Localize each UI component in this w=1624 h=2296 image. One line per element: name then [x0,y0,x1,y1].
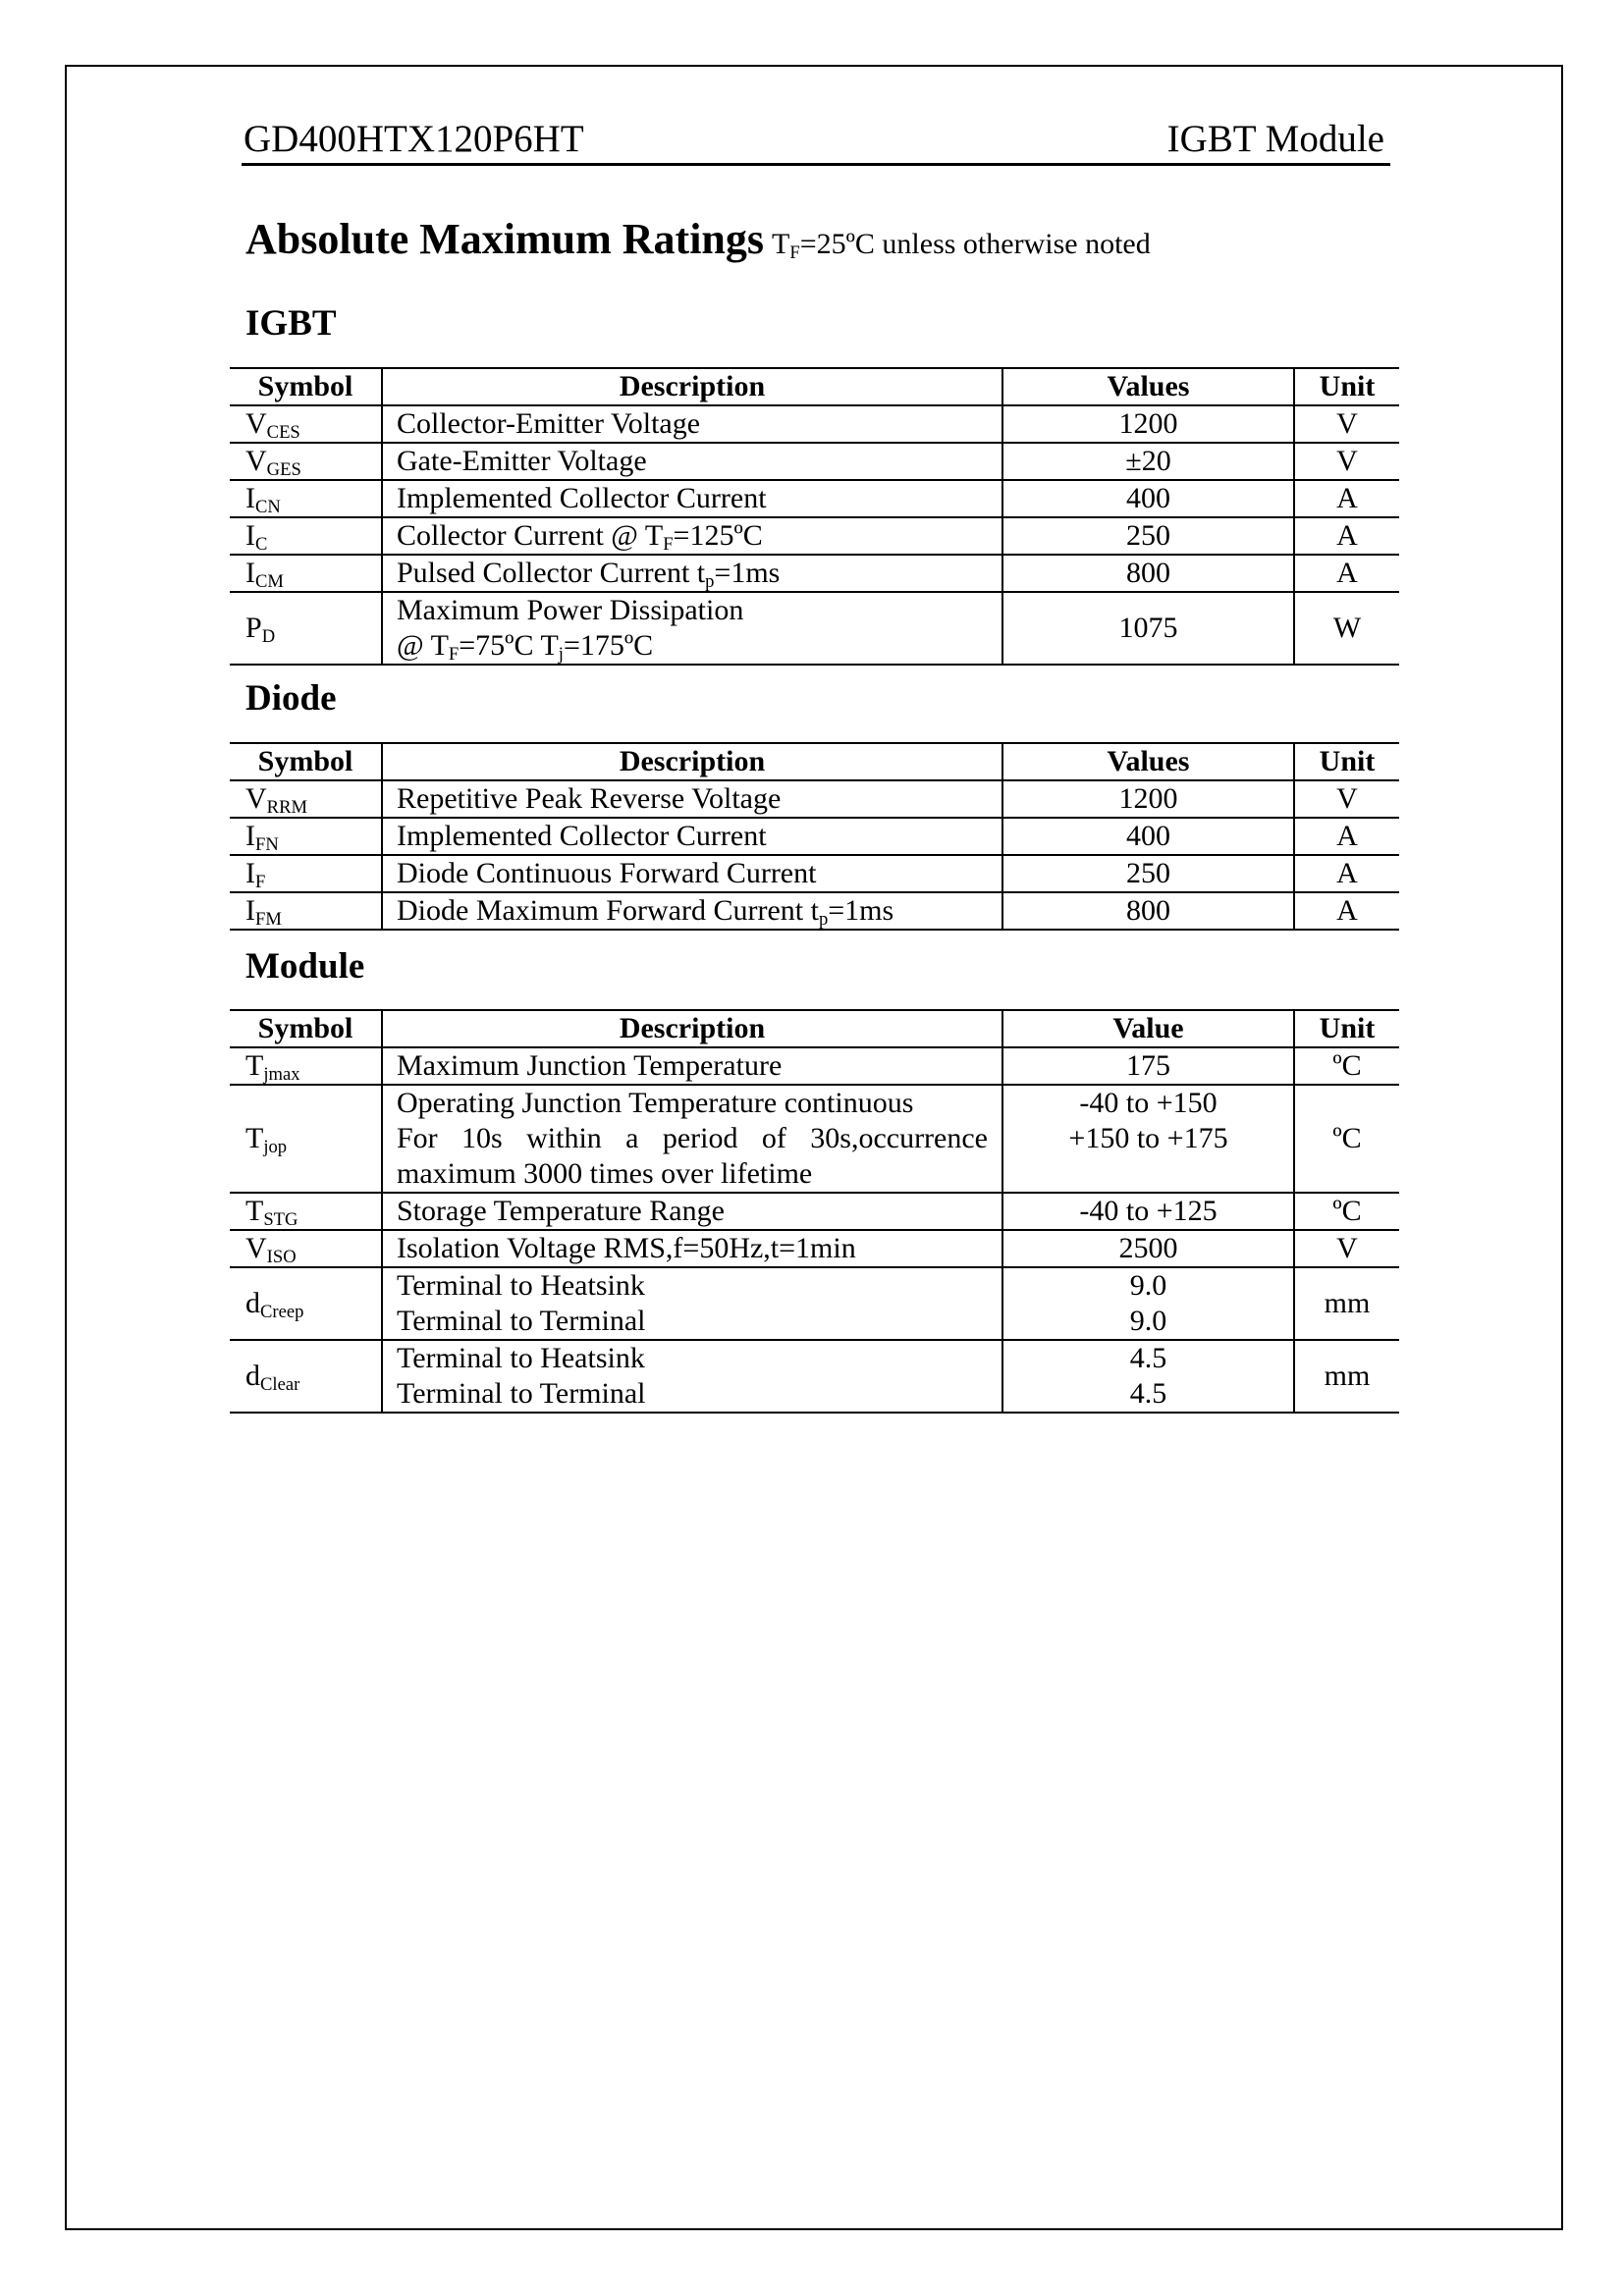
value-cell: 1075 [1002,592,1294,665]
symbol-cell: $I_C$ [230,517,382,555]
part-number: GD400HTX120P6HT [244,118,584,160]
table-row [230,1085,1399,1193]
unit-cell: V [1294,443,1399,480]
value-cell: 1200 [1002,405,1294,443]
unit-cell: ºC [1294,1193,1399,1230]
value-cell: 175 [1002,1047,1294,1085]
col-unit: Unit [1294,368,1399,405]
description-cell: Isolation Voltage RMS,f=50Hz,t=1min [382,1230,1002,1267]
table-row [230,1267,1399,1340]
unit-cell: A [1294,517,1399,555]
unit-cell: ºC [1294,1085,1399,1193]
value-cell: 800 [1002,892,1294,930]
table-row [230,818,1399,855]
col-symbol: Symbol [230,368,382,405]
value-cell: 400 [1002,480,1294,517]
col-values: Values [1002,743,1294,780]
unit-cell: V [1294,405,1399,443]
description-cell: Diode Continuous Forward Current [382,855,1002,892]
description-cell: Repetitive Peak Reverse Voltage [382,780,1002,818]
table-row [230,1193,1399,1230]
table-row [230,443,1399,480]
symbol-cell: $I_F$ [230,855,382,892]
unit-cell: V [1294,1230,1399,1267]
table-row [230,555,1399,592]
igbt-heading: IGBT [245,303,337,344]
module-heading: Module [245,946,365,987]
table-row [230,1047,1399,1085]
symbol-cell: $V_{ISO}$ [230,1230,382,1267]
description-cell: Maximum Junction Temperature [382,1047,1002,1085]
symbol-cell: $I_{CM}$ [230,555,382,592]
table-header-row [230,743,1399,780]
table-row [230,892,1399,930]
table-row [230,480,1399,517]
symbol-cell: $I_{FM}$ [230,892,382,930]
symbol-cell: $I_{FN}$ [230,818,382,855]
unit-cell: W [1294,592,1399,665]
module-table [230,1009,1399,1414]
symbol-cell: $T_{STG}$ [230,1193,382,1230]
symbol-cell: $T_{jmax}$ [230,1047,382,1085]
col-value: Value [1002,1010,1294,1047]
value-cell: 250 [1002,517,1294,555]
value-cell: 400 [1002,818,1294,855]
igbt-table [230,367,1399,666]
value-cell: -40 to +150 +150 to +175 [1002,1085,1294,1193]
col-description: Description [382,1010,1002,1047]
description-cell: Pulsed Collector Current $t_p=1ms$ [382,555,1002,592]
title-condition: $T_F=25ºC$ unless otherwise noted [772,228,1151,264]
table-header-row [230,1010,1399,1047]
value-cell: ±20 [1002,443,1294,480]
symbol-cell: $T_{jop}$ [230,1085,382,1193]
value-cell: 4.5 4.5 [1002,1340,1294,1413]
description-cell: Collector Current @ $T_F=125ºC$ [382,517,1002,555]
col-symbol: Symbol [230,1010,382,1047]
unit-cell: A [1294,855,1399,892]
diode-heading: Diode [245,678,337,719]
description-cell: Implemented Collector Current [382,818,1002,855]
symbol-cell: $V_{RRM}$ [230,780,382,818]
page-title [245,214,1151,264]
module-type: IGBT Module [1166,118,1384,160]
description-cell: Operating Junction Temperature continuous For 10s within a period of 30s,occurrence maximum 3000 times over lifetime [382,1085,1002,1193]
description-cell: Storage Temperature Range [382,1193,1002,1230]
unit-cell: A [1294,818,1399,855]
table-row [230,517,1399,555]
diode-table [230,742,1399,931]
value-cell: 800 [1002,555,1294,592]
unit-cell: mm [1294,1267,1399,1340]
symbol-cell: $V_{GES}$ [230,443,382,480]
value-cell: 9.0 9.0 [1002,1267,1294,1340]
unit-cell: ºC [1294,1047,1399,1085]
symbol-cell: $d_{Creep}$ [230,1267,382,1340]
unit-cell: A [1294,480,1399,517]
description-cell: Terminal to Heatsink Terminal to Terminal [382,1267,1002,1340]
table-header-row [230,368,1399,405]
title-main: Absolute Maximum Ratings [245,215,765,263]
col-values: Values [1002,368,1294,405]
symbol-cell: $P_D$ [230,592,382,665]
description-cell: Terminal to Heatsink Terminal to Terminal [382,1340,1002,1413]
symbol-cell: $d_{Clear}$ [230,1340,382,1413]
value-cell: 2500 [1002,1230,1294,1267]
table-row [230,780,1399,818]
unit-cell: A [1294,555,1399,592]
description-cell: Implemented Collector Current [382,480,1002,517]
col-description: Description [382,743,1002,780]
description-cell: Diode Maximum Forward Current $t_p=1ms$ [382,892,1002,930]
col-description: Description [382,368,1002,405]
value-cell: -40 to +125 [1002,1193,1294,1230]
table-row [230,592,1399,665]
table-row [230,855,1399,892]
unit-cell: mm [1294,1340,1399,1413]
table-row [230,1340,1399,1413]
description-cell: Collector-Emitter Voltage [382,405,1002,443]
page-header [242,110,1390,166]
col-unit: Unit [1294,743,1399,780]
table-row [230,1230,1399,1267]
description-cell: Maximum Power Dissipation @ $T_F=75ºC$ $T_j=175ºC$ [382,592,1002,665]
unit-cell: V [1294,780,1399,818]
description-cell: Gate-Emitter Voltage [382,443,1002,480]
col-unit: Unit [1294,1010,1399,1047]
value-cell: 250 [1002,855,1294,892]
value-cell: 1200 [1002,780,1294,818]
symbol-cell: $I_{CN}$ [230,480,382,517]
table-row [230,405,1399,443]
col-symbol: Symbol [230,743,382,780]
symbol-cell: $V_{CES}$ [230,405,382,443]
unit-cell: A [1294,892,1399,930]
